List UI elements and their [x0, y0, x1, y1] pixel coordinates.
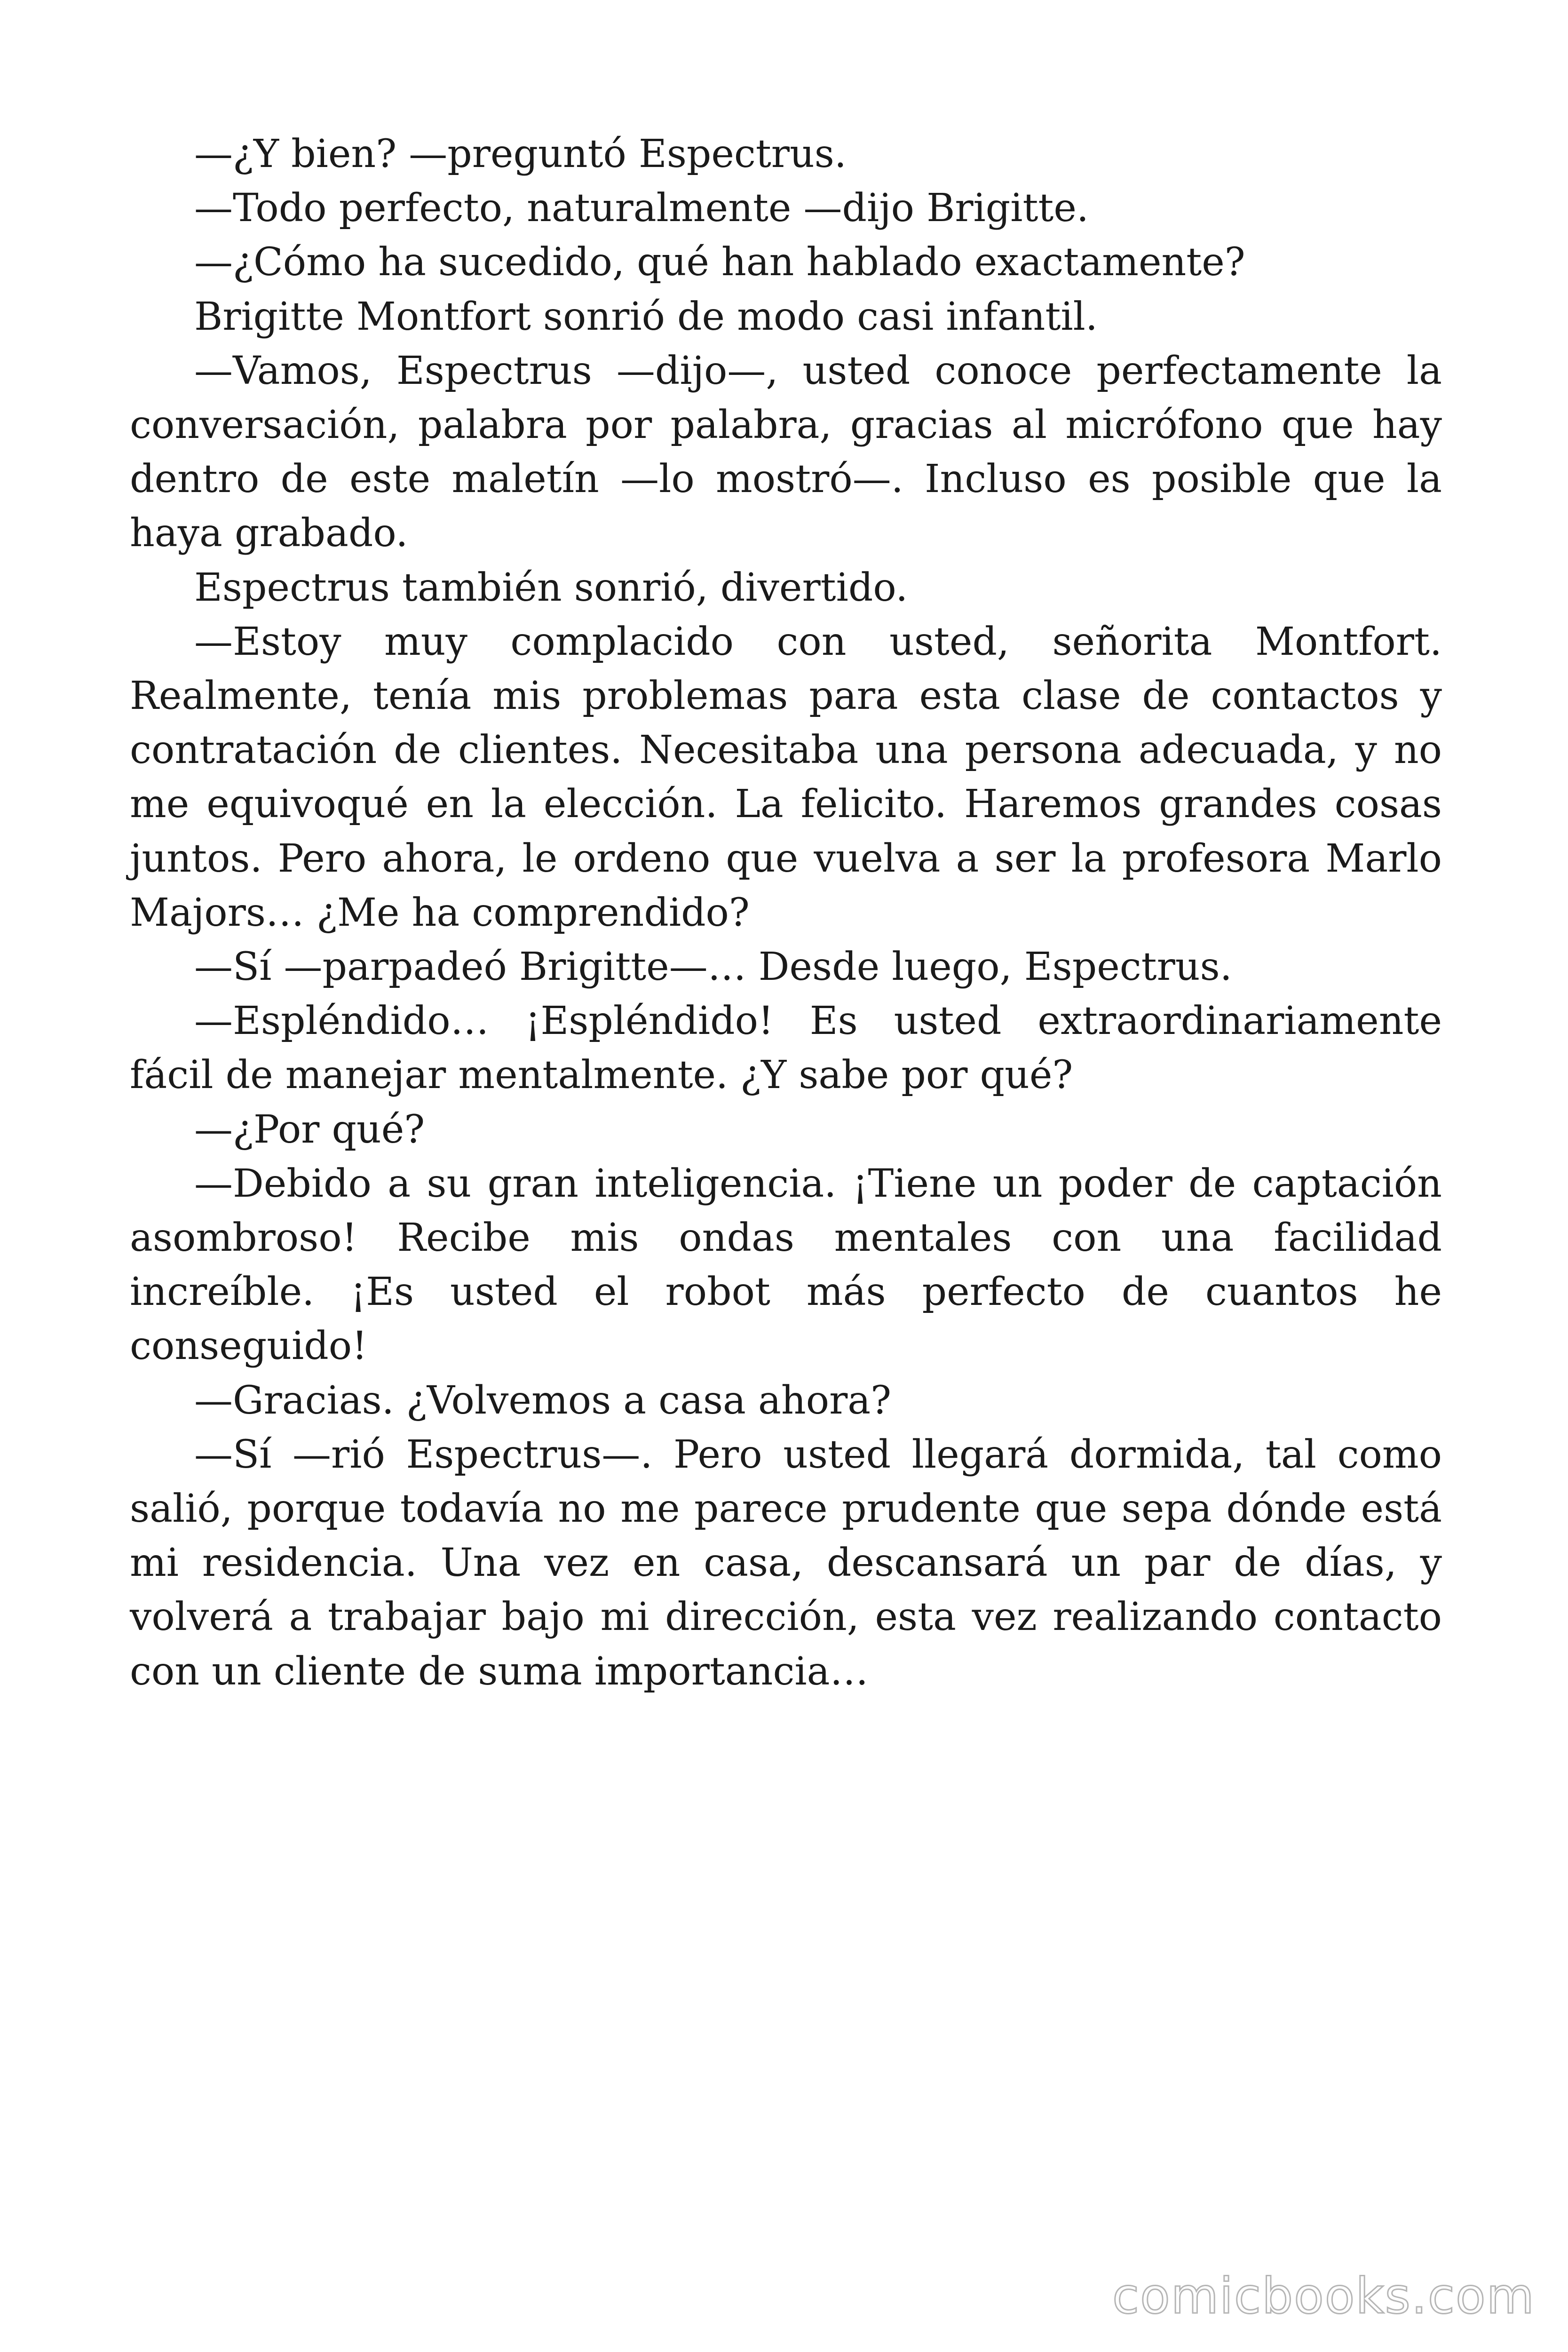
paragraph: —Todo perfecto, naturalmente —dijo Brigitte.: [194, 186, 1089, 231]
watermark: comicbooks.com: [1112, 2267, 1535, 2325]
paragraph: —Estoy muy complacido con usted, señorita Montfort. Realmente, tenía mis problemas para esta clase de contactos y contratación de clientes. Necesitaba una persona adecuada, y no me equivoqué en la elección. La felicito. Haremos grandes cosas juntos. Pero ahora, le ordeno que vuelva a ser la profesora Marlo Majors… ¿Me ha comprendido?: [130, 619, 1442, 935]
paragraph: —Sí —rió Espectrus—. Pero usted llegará dormida, tal como salió, porque todavía no me parece prudente que sepa dónde está mi residencia. Una vez en casa, descansará un par de días, y volverá a trabajar bajo mi dirección, esta vez realizando contacto con un cliente de suma importancia…: [130, 1432, 1442, 1694]
paragraph: —Vamos, Espectrus —dijo—, usted conoce perfectamente la conversación, palabra por palabra, gracias al micrófono que hay dentro de este maletín —lo mostró—. Incluso es posible que la haya grabado.: [130, 348, 1442, 556]
paragraph: Espectrus también sonrió, divertido.: [194, 565, 908, 610]
paragraph: Brigitte Montfort sonrió de modo casi infantil.: [194, 294, 1098, 339]
paragraph: —Debido a su gran inteligencia. ¡Tiene un poder de captación asombroso! Recibe mis ondas mentales con una facilidad increíble. ¡Es usted el robot más perfecto de cuantos he conseguido!: [130, 1161, 1442, 1369]
paragraph: —¿Por qué?: [194, 1107, 425, 1152]
paragraph: —Sí —parpadeó Brigitte—… Desde luego, Espectrus.: [194, 945, 1232, 990]
paragraph: —Gracias. ¿Volvemos a casa ahora?: [194, 1378, 892, 1423]
paragraph: —Espléndido… ¡Espléndido! Es usted extraordinariamente fácil de manejar mentalmente. ¿Y sabe por qué?: [130, 999, 1442, 1098]
page-text: [130, 127, 1442, 1699]
paragraph: —¿Cómo ha sucedido, qué han hablado exactamente?: [194, 240, 1245, 285]
paragraph: —¿Y bien? —preguntó Espectrus.: [194, 132, 847, 176]
